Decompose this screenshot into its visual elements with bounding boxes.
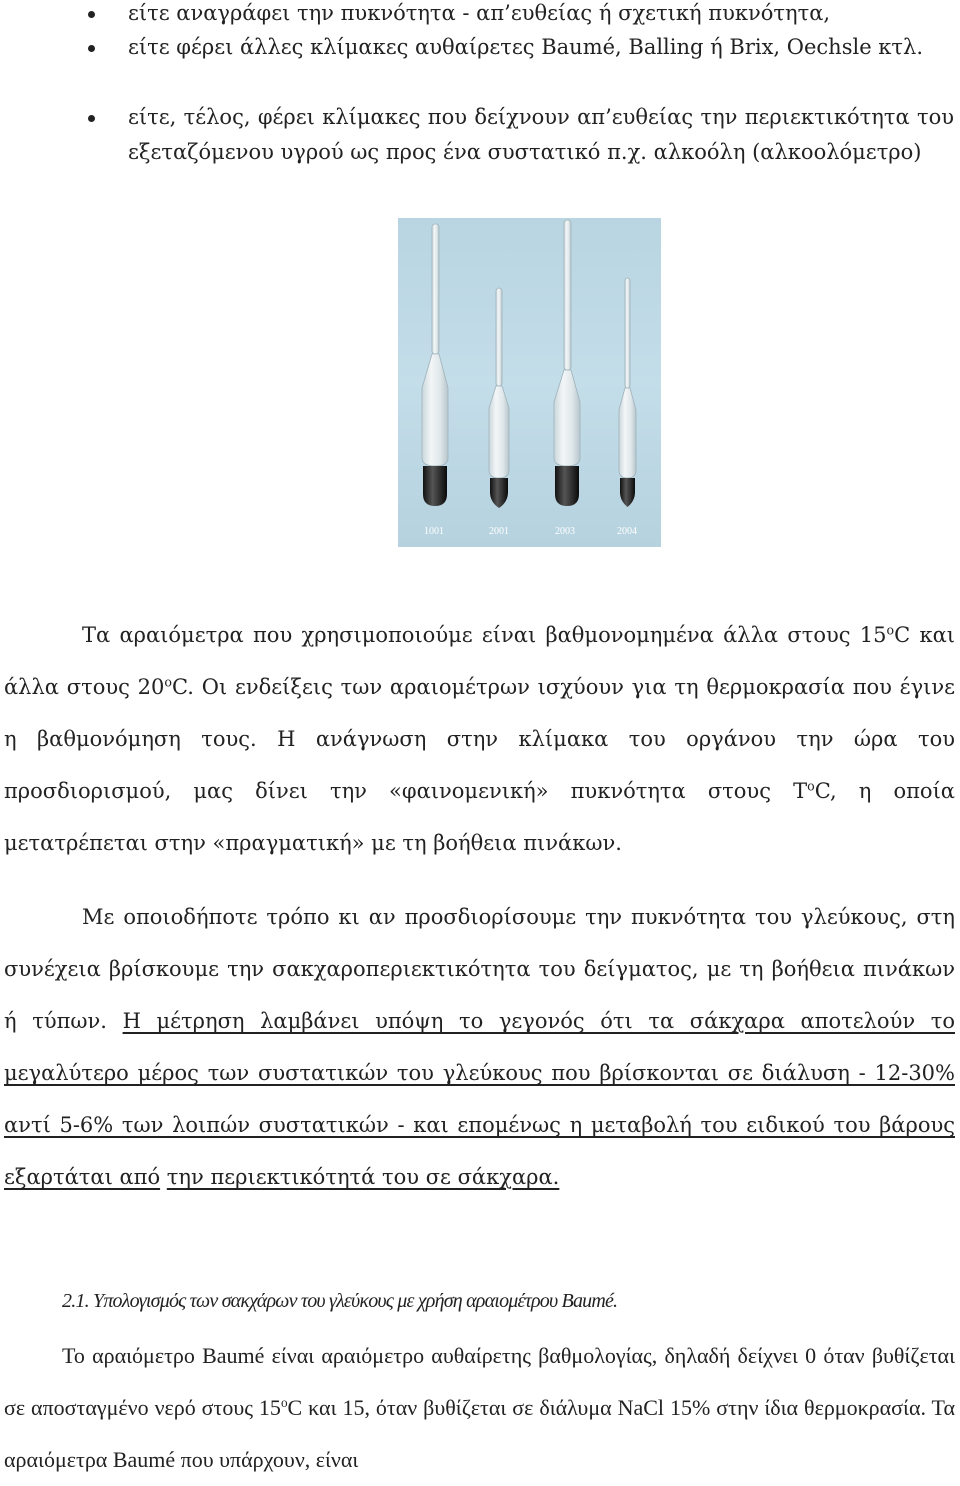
degree-sign: o (280, 1395, 288, 1411)
text-run: C, η οποία μετατρέπεται στην «πραγματική» με τη βοήθεια πινάκων. (4, 779, 955, 855)
bullet-dot (88, 45, 95, 52)
text-run: C. Οι ενδείξεις των αραιομέτρων ισχύουν για τη θερμοκρασία που έγινε η βαθμονόμηση τους. Η ανάγνωση στην κλίμακα του οργάνου την ώρα του προσδιορισμού, μας δίνει την «φαινομενική» πυκνότητα στους T (4, 675, 955, 803)
caption-label: 2004 (617, 526, 637, 537)
hydrometers-illustration (398, 218, 661, 547)
text-run: Τα αραιόμετρα που χρησιμοποιούμε είναι βαθμονομημένα άλλα στους 15 (82, 623, 887, 647)
list-item (0, 100, 960, 170)
hydrometer-2001 (489, 288, 509, 508)
list-item-text: είτε φέρει άλλες κλίμακες αυθαίρετες Baumé, Balling ή Brix, Oechsle κτλ. (128, 35, 924, 59)
text-run: Το αραιόμετρο Baumé είναι αραιόμετρο αυθαίρετης βαθμολογίας, δηλαδή δείχνει 0 όταν βυθίζεται σε αποσταγμένο νερό στους 15 (4, 1343, 955, 1420)
paragraph-sugar-content (4, 891, 955, 1203)
hydrometer-1001 (422, 224, 448, 506)
bullet-dot (88, 11, 95, 18)
section-heading: 2.1. Υπολογισμός των σακχάρων του γλεύκους με χρήση αραιομέτρου Baumé. (62, 1290, 618, 1312)
underlined-text: Η μέτρηση λαμβάνει υπόψη το γεγονός ότι τα σάκχαρα αποτελούν το μεγαλύτερο μέρος των συστατικών του γλεύκους που βρίσκονται σε διάλυση - 12-30% αντί 5-6% των λοιπών συστατικών - και επομένως η μεταβολή του ειδικού του βάρους εξαρτάται από (4, 1009, 955, 1189)
list-item (0, 30, 929, 65)
hydrometer-2004 (619, 278, 636, 507)
text-run: Με οποιοδήποτε τρόπο κι αν προσδιορίσουμε την πυκνότητα του γλεύκους, στη συνέχεια βρίσκουμε την σακχαροπεριεκτικότητα του δείγματος, με τη βοήθεια πινάκων ή τύπων. (4, 905, 955, 1033)
text-run: C και άλλα στους 20 (4, 623, 955, 699)
list-item-text: είτε αναγράφει την πυκνότητα - απ’ευθείας ή σχετική πυκνότητα, (128, 1, 831, 25)
list-item (0, 0, 836, 31)
paragraph-baume (4, 1330, 955, 1486)
hydrometers-photo (398, 218, 661, 547)
text-run: C και 15, όταν βυθίζεται σε διάλυμα NaCl 15% στην ίδια θερμοκρασία. Τα αραιόμετρα Baumé που υπάρχουν, είναι (4, 1395, 955, 1472)
hydrometer-2003 (554, 220, 580, 506)
caption-label: 2001 (489, 526, 509, 537)
list-item-text: είτε, τέλος, φέρει κλίμακες που δείχνουν απ’ευθείας την περιεκτικότητα του εξεταζόμενου υγρού ως προς ένα συστατικό π.χ. αλκοόλη (αλκοολόμετρο) (128, 105, 954, 164)
caption-label: 1001 (424, 526, 444, 537)
underlined-text: την περιεκτικότητά του σε σάκχαρα. (166, 1165, 560, 1189)
degree-sign: o (807, 778, 815, 794)
paragraph-calibration (4, 609, 955, 869)
caption-label: 2003 (555, 526, 575, 537)
text-run (160, 1165, 167, 1189)
bullet-dot (88, 115, 95, 122)
degree-sign: o (886, 622, 895, 638)
degree-sign: o (164, 674, 172, 690)
